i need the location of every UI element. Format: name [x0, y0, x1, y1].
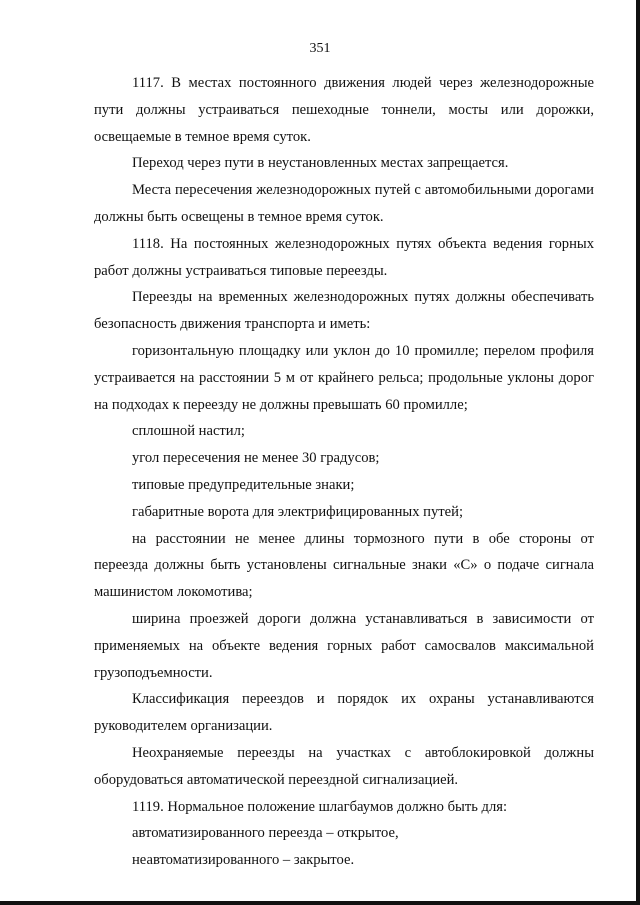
paragraph-temporary-crossings: Переезды на временных железнодорожных путях должны обеспечивать безопасность движения транспорта и иметь: — [94, 289, 594, 333]
scan-edge-bottom — [0, 901, 640, 905]
paragraph-intersections-lighting: Места пересечения железнодорожных путей с автомобильными дорогами должны быть освещены в темное время суток. — [94, 182, 594, 225]
paragraph-crossing-ban: Переход через пути в неустановленных местах запрещается. — [132, 155, 509, 172]
list-item-non-automated: неавтоматизированного – закрытое. — [132, 852, 355, 869]
scan-edge-right — [636, 0, 640, 905]
list-item-road-width: ширина проезжей дороги должна устанавливаться в зависимости от применяемых на объекте ведения горных работ самосвалов максимальной грузоподъемности. — [94, 610, 594, 681]
list-item-warning-signs: типовые предупредительные знаки; — [132, 476, 355, 493]
list-item-slope: горизонтальную площадку или уклон до 10 промилле; перелом профиля устраивается на расстоянии 5 м от крайнего рельса; продольные уклоны дорог на подходах к переезду не должны превышать 60 промилле; — [94, 342, 594, 413]
list-item-angle: угол пересечения не менее 30 градусов; — [132, 450, 380, 467]
paragraph-1118: 1118. На постоянных железнодорожных путях объекта ведения горных работ должны устраиваться типовые переезды. — [94, 235, 594, 279]
paragraph-1119: 1119. Нормальное положение шлагбаумов должно быть для: — [132, 798, 508, 815]
page-number: 351 — [309, 41, 331, 56]
list-item-automated: автоматизированного переезда – открытое, — [132, 825, 399, 842]
list-item-flooring: сплошной настил; — [132, 423, 245, 440]
list-item-gauge-gates: габаритные ворота для электрифицированных путей; — [132, 503, 464, 520]
list-item-signal-signs: на расстоянии не менее длины тормозного пути в обе стороны от переезда должны быть установлены сигнальные знаки «С» о подаче сигнала машинистом локомотива; — [94, 530, 594, 601]
document-body — [94, 70, 594, 874]
paragraph-1117: 1117. В местах постоянного движения людей через железнодорожные пути должны устраиваться пешеходные тоннели, мосты или дорожки, освещаемые в темное время суток. — [94, 75, 594, 145]
paragraph-unguarded-crossings: Неохраняемые переезды на участках с автоблокировкой должны оборудоваться автоматической переездной сигнализацией. — [94, 744, 594, 788]
paragraph-classification: Классификация переездов и порядок их охраны устанавливаются руководителем организации. — [94, 691, 594, 735]
